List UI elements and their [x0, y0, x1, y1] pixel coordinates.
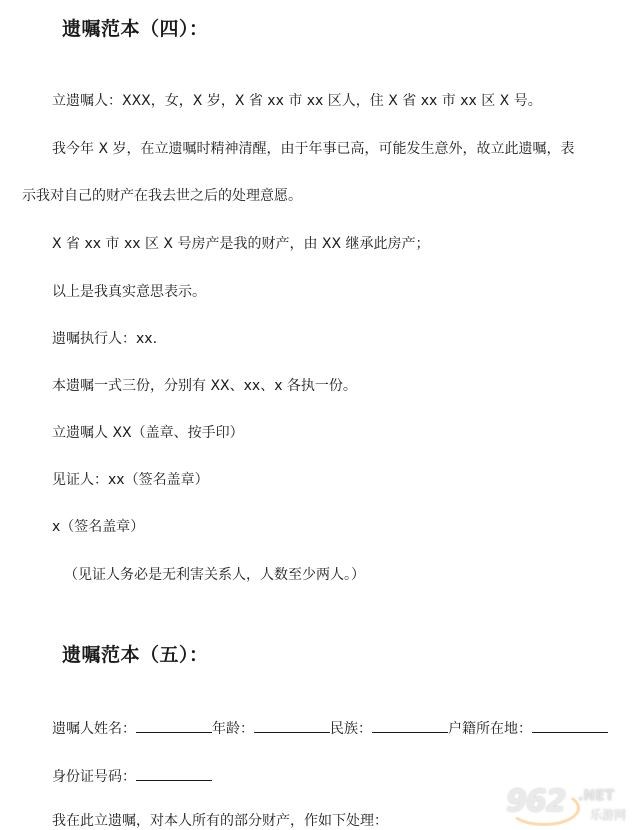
intent-paragraph-line1: 我今年 X 岁，在立遗嘱时精神清醒，由于年事已高，可能发生意外，故立此遗嘱，表: [52, 141, 575, 157]
household-label: 户籍所在地：: [448, 721, 532, 737]
age-blank: [254, 718, 330, 733]
watermark-domain: .NET: [578, 788, 615, 804]
watermark-logo: 962: [506, 784, 566, 819]
name-blank: [136, 718, 212, 733]
section4-heading: 遗嘱范本（四）：: [62, 18, 209, 40]
property-paragraph: X 省 xx 市 xx 区 X 号房产是我的财产，由 XX 继承此房产；: [52, 236, 430, 252]
household-blank: [532, 718, 608, 733]
executor-paragraph: 遗嘱执行人：xx.: [52, 331, 158, 347]
copies-paragraph: 本遗嘱一式三份，分别有 XX、xx、x 各执一份。: [52, 378, 357, 394]
ethnicity-label: 民族：: [330, 721, 372, 737]
testator-info-paragraph: 立遗嘱人：XXX，女，X 岁，X 省 xx 市 xx 区人，住 X 省 xx 市 xx 区 X 号。: [52, 93, 542, 109]
name-label: 遗嘱人姓名：: [52, 721, 136, 737]
testator-info-form-row: [52, 718, 608, 738]
watermark-site-name: 乐游网: [590, 808, 627, 822]
true-intent-paragraph: 以上是我真实意思表示。: [52, 284, 206, 300]
site-watermark: [506, 784, 634, 826]
witness-line-1: 见证人：xx（签名盖章）: [52, 472, 209, 488]
ethnicity-blank: [372, 718, 448, 733]
section5-heading: 遗嘱范本（五）：: [62, 644, 209, 666]
disposition-paragraph: 我在此立遗嘱，对本人所有的部分财产，作如下处理：: [52, 813, 388, 829]
id-label: 身份证号码：: [52, 769, 136, 785]
witness-line-2: x（签名盖章）: [52, 519, 145, 535]
id-number-form-row: [52, 766, 212, 786]
id-blank: [136, 766, 212, 781]
intent-paragraph-line2: 示我对自己的财产在我去世之后的处理意愿。: [22, 188, 302, 204]
age-label: 年龄：: [212, 721, 254, 737]
witness-note: （见证人务必是无利害关系人，人数至少两人。）: [64, 567, 365, 583]
testator-signature-line: 立遗嘱人 XX（盖章、按手印）: [52, 425, 244, 441]
